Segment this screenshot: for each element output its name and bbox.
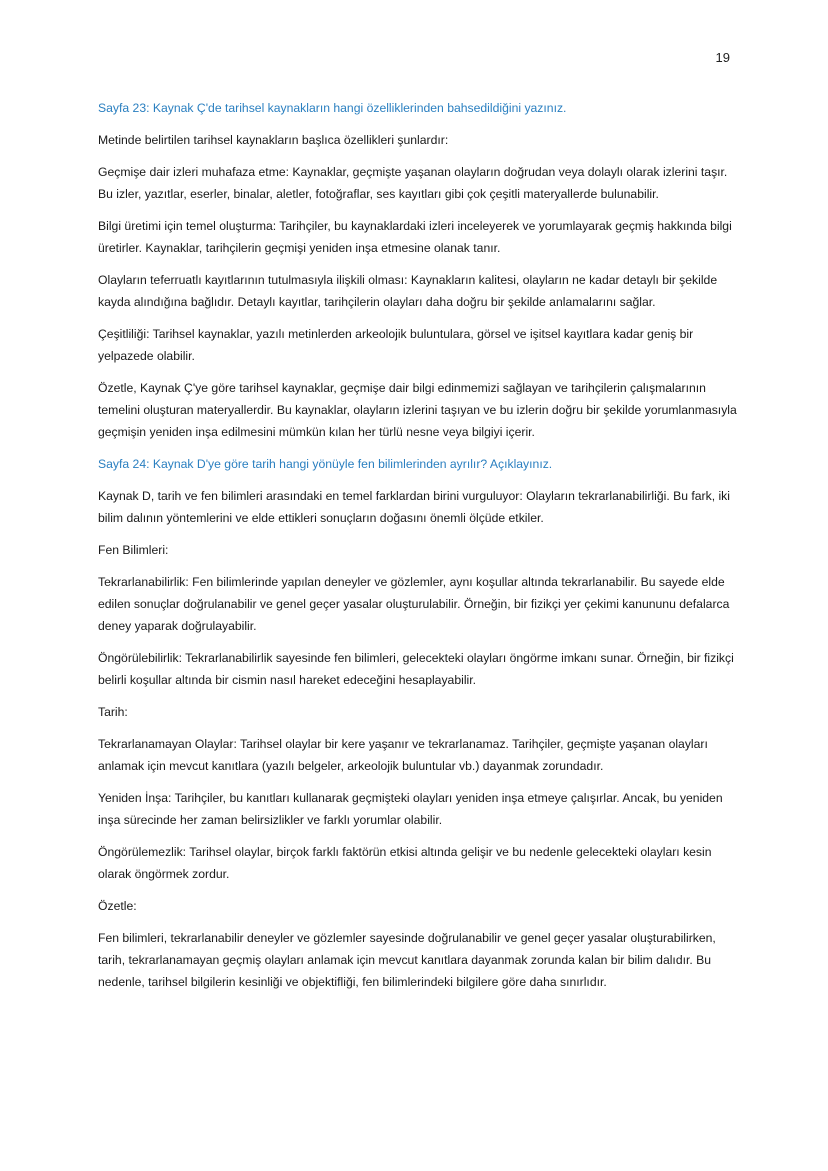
section-label-tarih: Tarih: bbox=[98, 705, 128, 719]
paragraph-tekrarlanamayan-olaylar: Tekrarlanamayan Olaylar: Tarihsel olaylar bir kere yaşanır ve tekrarlanamaz. Tarihçiler, geçmişte yaşanan olayları anlamak için mevcut kanıtlara (yazılı belgeler, arkeolojik buluntular vb.) dayanmak zorundadır. bbox=[98, 737, 708, 773]
question-heading-sayfa-24: Sayfa 24: Kaynak D'ye göre tarih hangi yönüyle fen bilimlerinden ayrılır? Açıklayınız. bbox=[98, 457, 553, 471]
paragraph-bilgi-uretimi: Bilgi üretimi için temel oluşturma: Tarihçiler, bu kaynaklardaki izleri inceleyerek ve yorumlayarak geçmiş hakkında bilgi üretirler. Kaynaklar, tarihçilerin geçmişi yeniden inşa etmesine olanak tanır. bbox=[98, 219, 732, 255]
question-heading-sayfa-23: Sayfa 23: Kaynak Ç'de tarihsel kaynakların hangi özelliklerinden bahsedildiğini yazınız. bbox=[98, 101, 567, 115]
paragraph-teferruatli-kayitlar: Olayların teferruatlı kayıtlarının tutulmasıyla ilişkili olması: Kaynakların kalitesi, olayların ne kadar detaylı bir şekilde kayda alındığına bağlıdır. Detaylı kayıtlar, tarihçilerin olayları daha doğru bir şekilde anlamalarını sağlar. bbox=[98, 273, 718, 309]
page-number: 19 bbox=[715, 50, 730, 65]
paragraph-summary: Fen bilimleri, tekrarlanabilir deneyler ve gözlemler sayesinde doğrulanabilir ve genel geçer yasalar oluşturabilirken, tarih, tekrarlanamayan geçmiş olayları anlamak için mevcut kanıtlara dayanmak zorunda kalan bir bilim dalıdır. Bu nedenle, tarihsel bilgilerin kesinliği ve objektifliği, fen bilimlerindeki bilgilere göre daha sınırlıdır. bbox=[98, 931, 716, 989]
paragraph-intro: Metinde belirtilen tarihsel kaynakların başlıca özellikleri şunlardır: bbox=[98, 133, 449, 147]
paragraph-ongorulebilirlik: Öngörülebilirlik: Tekrarlanabilirlik sayesinde fen bilimleri, gelecekteki olayları öngörme imkanı sunar. Örneğin, bir fizikçi belirli koşullar altında bir cismin nasıl hareket edeceğini hesaplayabilir. bbox=[98, 651, 734, 687]
paragraph-ongorulemezlik: Öngörülemezlik: Tarihsel olaylar, birçok farklı faktörün etkisi altında gelişir ve bu nedenle gelecekteki olayları kesin olarak öngörmek zordur. bbox=[98, 845, 712, 881]
paragraph-kaynak-d: Kaynak D, tarih ve fen bilimleri arasındaki en temel farklardan birini vurguluyor: Olayların tekrarlanabilirliği. Bu fark, iki bilim dalının yöntemlerini ve elde ettikleri sonuçların doğasını önemli ölçüde etkiler. bbox=[98, 489, 730, 525]
paragraph-ozetle-kaynak-c: Özetle, Kaynak Ç'ye göre tarihsel kaynaklar, geçmişe dair bilgi edinmemizi sağlayan ve tarihçilerin çalışmalarının temelini oluşturan materyallerdir. Bu kaynaklar, olayların izlerini taşıyan ve bu izlerin doğru bir şekilde yorumlanmasıyla geçmişin yeniden inşa edilmesini mümkün kılan her türlü nesne veya bilgiyi içerir. bbox=[98, 381, 737, 439]
section-label-fen-bilimleri: Fen Bilimleri: bbox=[98, 543, 169, 557]
paragraph-cesitlilik: Çeşitliliği: Tarihsel kaynaklar, yazılı metinlerden arkeolojik buluntulara, görsel ve işitsel kayıtlara kadar geniş bir yelpazede olabilir. bbox=[98, 327, 694, 363]
section-label-ozetle: Özetle: bbox=[98, 899, 137, 913]
paragraph-tekrarlanabilirlik: Tekrarlanabilirlik: Fen bilimlerinde yapılan deneyler ve gözlemler, aynı koşullar altında tekrarlanabilir. Bu sayede elde edilen sonuçlar doğrulanabilir ve genel geçer yasalar oluşturulabilir. Örneğin, bir fizikçi yer çekimi kanununu defalarca deney yaparak doğrulayabilir. bbox=[98, 575, 730, 633]
document-body bbox=[98, 97, 738, 1003]
paragraph-yeniden-insa: Yeniden İnşa: Tarihçiler, bu kanıtları kullanarak geçmişteki olayları yeniden inşa etmeye çalışırlar. Ancak, bu yeniden inşa sürecinde her zaman belirsizlikler ve farklı yorumlar olabilir. bbox=[98, 791, 723, 827]
paragraph-izleri-muhafaza: Geçmişe dair izleri muhafaza etme: Kaynaklar, geçmişte yaşanan olayların doğrudan veya dolaylı olarak izlerini taşır. Bu izler, yazıtlar, eserler, binalar, aletler, fotoğraflar, ses kayıtları gibi çok çeşitli materyallerde bulunabilir. bbox=[98, 165, 728, 201]
